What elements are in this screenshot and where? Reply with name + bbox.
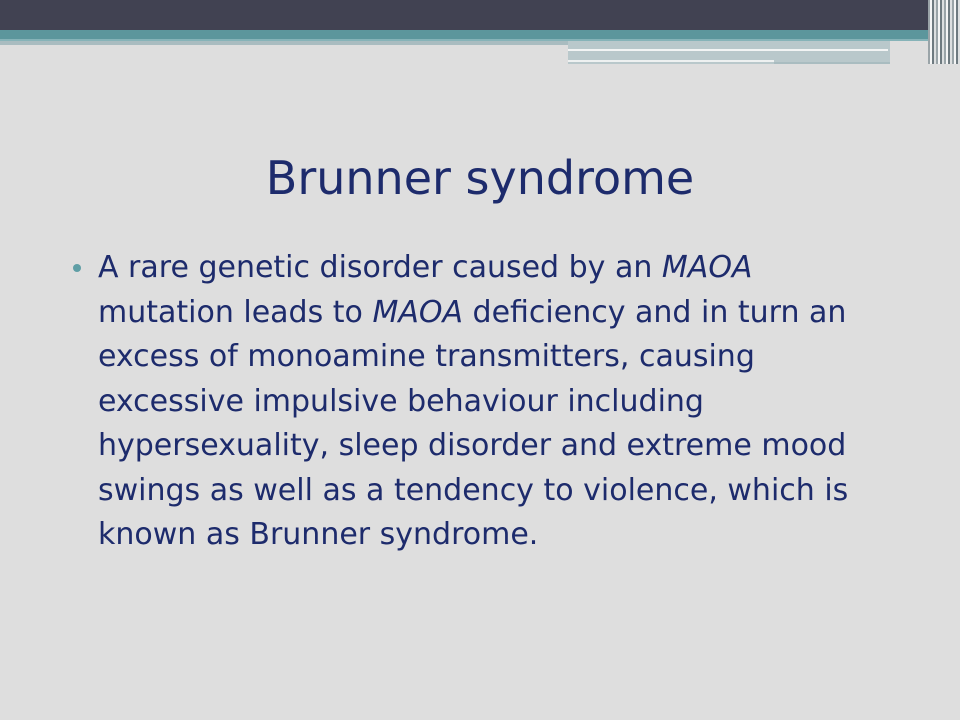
slide-title: Brunner syndrome [265, 151, 695, 205]
header-step-line [568, 60, 774, 62]
header-vertical-stripes [928, 0, 960, 64]
header-dark-bar [0, 0, 928, 30]
header-step-line [568, 49, 888, 51]
bullet-text-segment: deficiency and in turn an excess of monoamine transmitters, causing excessive impulsive behaviour including hypersexuality, sleep disorder and extreme mood swings as well as a tendency to violence, which is known as Brunner syndrome. [98, 294, 849, 552]
header-step-line [774, 62, 890, 64]
bullet-paragraph [98, 246, 888, 558]
bullet-text-segment-italic: MAOA [372, 294, 463, 330]
bullet-text-segment: mutation leads to [98, 294, 373, 330]
bullet-marker [73, 264, 81, 272]
bullet-text-segment-italic: MAOA [661, 250, 753, 285]
header-teal-stripe [0, 30, 928, 39]
header-underline [0, 41, 568, 45]
bullet-text-segment: A rare genetic disorder caused by an [98, 250, 662, 285]
